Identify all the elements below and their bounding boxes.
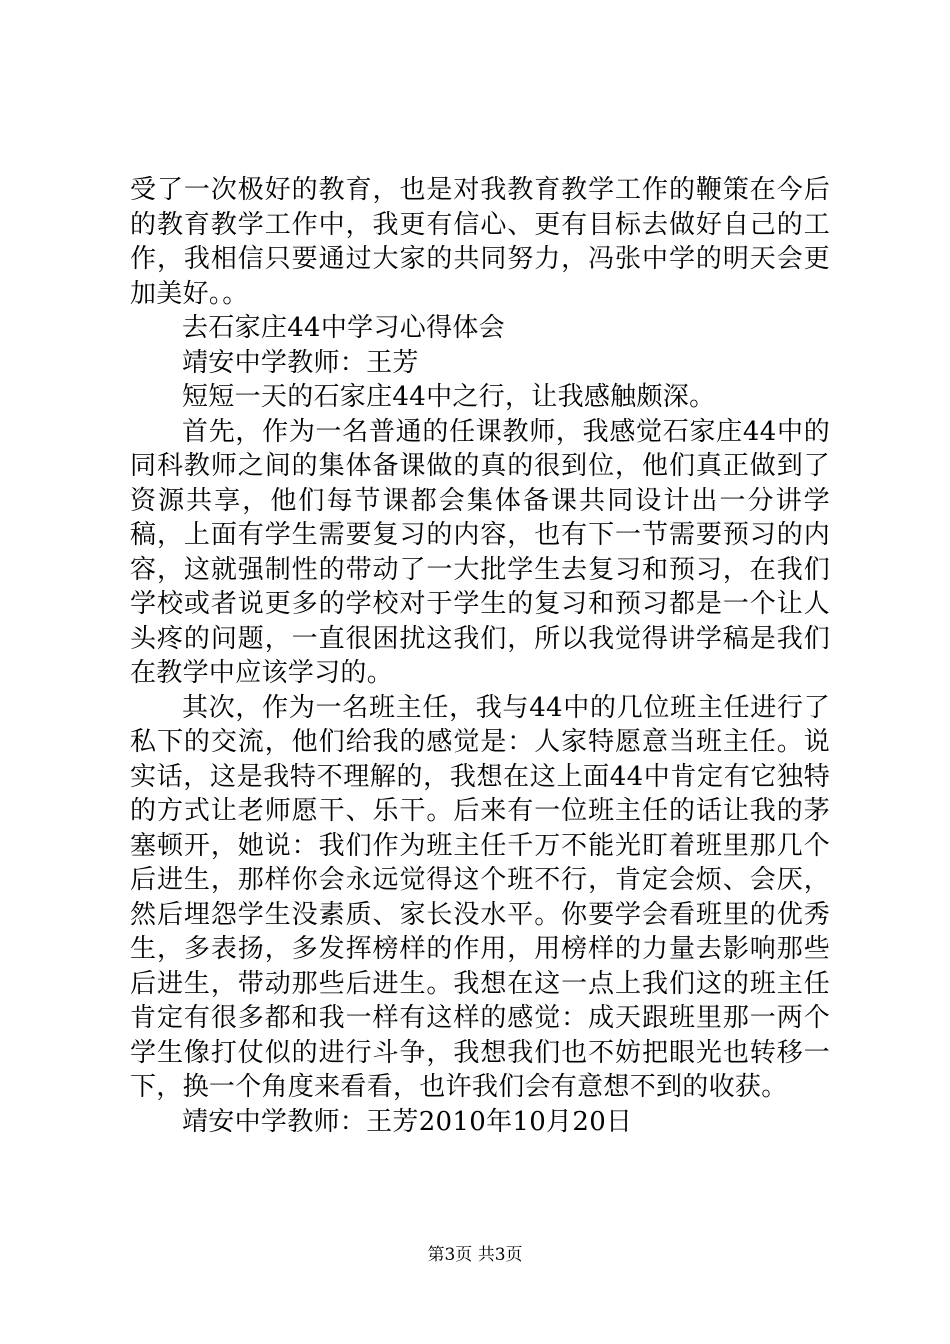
author-line: 靖安中学教师：王芳 [182, 347, 419, 378]
document-body [130, 173, 830, 1139]
paragraph-continuation: 受了一次极好的教育，也是对我教育教学工作的鞭策在今后的教育教学工作中，我更有信心、更有目标去做好自己的工作，我相信只要通过大家的共同努力，冯张中学的明天会更加美好。。 [130, 175, 830, 309]
paragraph-first: 首先，作为一名普通的任课教师，我感觉石家庄44中的同科教师之间的集体备课做的真的很到位，他们真正做到了资源共享，他们每节课都会集体备课共同设计出一分讲学稿，上面有学生需要复习的内容，也有下一节需要预习的内容，这就强制性的带动了一大批学生去复习和预习，在我们学校或者说更多的学校对于学生的复习和预习都是一个让人头疼的问题，一直很困扰这我们，所以我觉得讲学稿是我们在教学中应该学习的。 [130, 416, 830, 688]
page-number-footer: 第3页 共3页 [427, 1245, 523, 1265]
article-title: 去石家庄44中学习心得体会 [182, 313, 505, 343]
paragraph-second: 其次，作为一名班主任，我与44中的几位班主任进行了私下的交流，他们给我的感觉是：人家特愿意当班主任。说实话，这是我特不理解的，我想在这上面44中肯定有它独特的方式让老师愿干、乐干。后来有一位班主任的话让我的茅塞顿开，她说：我们作为班主任千万不能光盯着班里那几个后进生，那样你会永远觉得这个班不行，肯定会烦、会厌，然后埋怨学生没素质、家长没水平。你要学会看班里的优秀生，多表扬，多发挥榜样的作用，用榜样的力量去影响那些后进生，带动那些后进生。我想在这一点上我们这的班主任肯定有很多都和我一样有这样的感觉：成天跟班里那一两个学生像打仗似的进行斗争，我想我们也不妨把眼光也转移一下，换一个角度来看看，也许我们会有意想不到的收获。 [130, 692, 830, 1102]
signature-date-line: 靖安中学教师：王芳2010年10月20日 [182, 1106, 633, 1137]
paragraph-intro: 短短一天的石家庄44中之行，让我感触颇深。 [182, 382, 716, 412]
